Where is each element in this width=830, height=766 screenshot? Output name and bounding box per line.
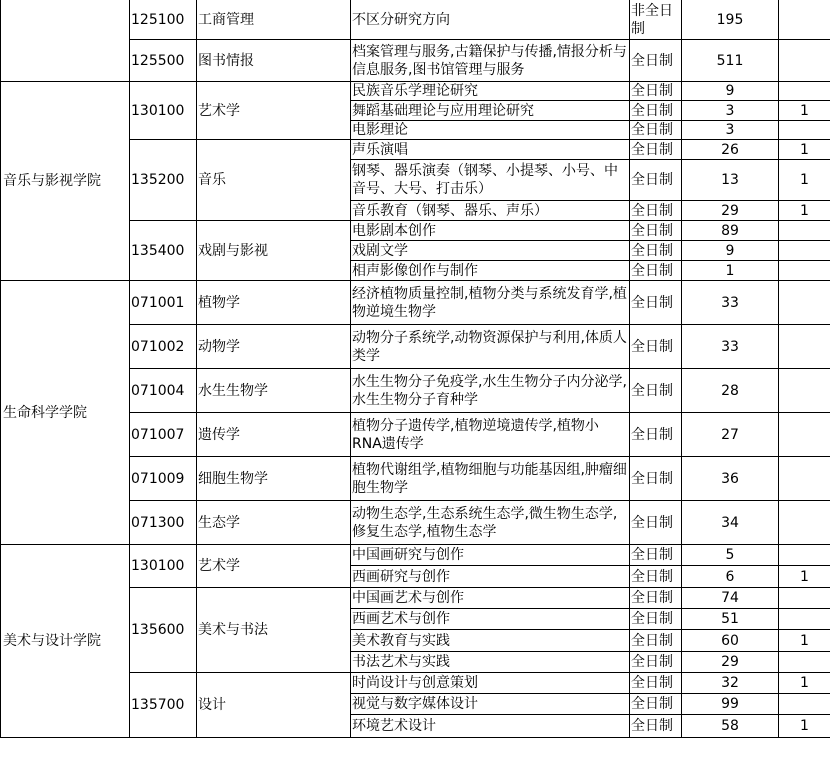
college-cell [1, 0, 130, 82]
quota-cell: 9 [682, 82, 779, 101]
direction-cell: 环境艺术设计 [351, 715, 630, 738]
study-mode-cell: 全日制 [630, 221, 682, 241]
major-cell: 植物学 [197, 281, 351, 325]
study-mode-cell: 全日制 [630, 82, 682, 101]
direction-cell: 舞蹈基础理论与应用理论研究 [351, 101, 630, 121]
study-mode-cell: 全日制 [630, 609, 682, 630]
study-mode-cell: 全日制 [630, 673, 682, 694]
direction-cell: 西画艺术与创作 [351, 609, 630, 630]
extra-quota-cell [779, 545, 830, 566]
quota-cell: 28 [682, 369, 779, 413]
extra-quota-cell: 1 [779, 630, 830, 652]
direction-cell: 声乐演唱 [351, 140, 630, 160]
extra-quota-cell: 1 [779, 140, 830, 160]
table-row [1, 281, 830, 325]
direction-cell: 中国画艺术与创作 [351, 588, 630, 609]
direction-cell: 经济植物质量控制,植物分类与系统发育学,植物逆境生物学 [351, 281, 630, 325]
major-cell: 艺术学 [197, 82, 351, 140]
extra-quota-cell: 1 [779, 715, 830, 738]
major-cell: 图书情报 [197, 40, 351, 82]
extra-quota-cell: 1 [779, 201, 830, 221]
quota-cell: 26 [682, 140, 779, 160]
study-mode-cell: 全日制 [630, 121, 682, 140]
study-mode-cell: 全日制 [630, 325, 682, 369]
extra-quota-cell [779, 121, 830, 140]
extra-quota-cell [779, 40, 830, 82]
study-mode-cell: 全日制 [630, 40, 682, 82]
study-mode-cell: 全日制 [630, 652, 682, 673]
direction-cell: 动物生态学,生态系统生态学,微生物生态学,修复生态学,植物生态学 [351, 501, 630, 545]
study-mode-cell: 全日制 [630, 261, 682, 281]
quota-cell: 3 [682, 121, 779, 140]
quota-cell: 511 [682, 40, 779, 82]
code-cell: 071300 [130, 501, 197, 545]
study-mode-cell: 全日制 [630, 588, 682, 609]
major-cell: 美术与书法 [197, 588, 351, 673]
quota-cell: 51 [682, 609, 779, 630]
code-cell: 071009 [130, 457, 197, 501]
direction-cell: 电影理论 [351, 121, 630, 140]
study-mode-cell: 全日制 [630, 715, 682, 738]
quota-cell: 60 [682, 630, 779, 652]
direction-cell: 民族音乐学理论研究 [351, 82, 630, 101]
extra-quota-cell [779, 501, 830, 545]
code-cell: 071004 [130, 369, 197, 413]
major-cell: 水生生物学 [197, 369, 351, 413]
extra-quota-cell [779, 694, 830, 715]
table-row [1, 0, 830, 40]
quota-cell: 29 [682, 201, 779, 221]
code-cell: 125500 [130, 40, 197, 82]
study-mode-cell: 全日制 [630, 566, 682, 588]
study-mode-cell: 全日制 [630, 457, 682, 501]
direction-cell: 档案管理与服务,古籍保护与传播,情报分析与信息服务,图书馆管理与服务 [351, 40, 630, 82]
study-mode-cell: 全日制 [630, 241, 682, 261]
extra-quota-cell [779, 221, 830, 241]
quota-cell: 33 [682, 281, 779, 325]
study-mode-cell: 全日制 [630, 140, 682, 160]
direction-cell: 植物分子遗传学,植物逆境遗传学,植物小RNA遗传学 [351, 413, 630, 457]
direction-cell: 植物代谢组学,植物细胞与功能基因组,肿瘤细胞生物学 [351, 457, 630, 501]
major-cell: 遗传学 [197, 413, 351, 457]
major-cell: 动物学 [197, 325, 351, 369]
major-cell: 戏剧与影视 [197, 221, 351, 281]
college-cell: 音乐与影视学院 [1, 82, 130, 281]
college-cell: 生命科学学院 [1, 281, 130, 545]
quota-cell: 29 [682, 652, 779, 673]
direction-cell: 戏剧文学 [351, 241, 630, 261]
code-cell: 135400 [130, 221, 197, 281]
extra-quota-cell [779, 281, 830, 325]
extra-quota-cell [779, 588, 830, 609]
quota-cell: 34 [682, 501, 779, 545]
direction-cell: 动物分子系统学,动物资源保护与利用,体质人类学 [351, 325, 630, 369]
direction-cell: 视觉与数字媒体设计 [351, 694, 630, 715]
quota-cell: 3 [682, 101, 779, 121]
quota-cell: 89 [682, 221, 779, 241]
direction-cell: 西画研究与创作 [351, 566, 630, 588]
extra-quota-cell [779, 609, 830, 630]
table-row [1, 545, 830, 566]
study-mode-cell: 全日制 [630, 501, 682, 545]
study-mode-cell: 全日制 [630, 413, 682, 457]
extra-quota-cell [779, 457, 830, 501]
direction-cell: 水生生物分子免疫学,水生生物分子内分泌学,水生生物分子育种学 [351, 369, 630, 413]
direction-cell: 电影剧本创作 [351, 221, 630, 241]
study-mode-cell: 非全日制 [630, 0, 682, 40]
quota-cell: 58 [682, 715, 779, 738]
direction-cell: 时尚设计与创意策划 [351, 673, 630, 694]
quota-cell: 36 [682, 457, 779, 501]
code-cell: 130100 [130, 545, 197, 588]
direction-cell: 相声影像创作与制作 [351, 261, 630, 281]
study-mode-cell: 全日制 [630, 694, 682, 715]
study-mode-cell: 全日制 [630, 101, 682, 121]
study-mode-cell: 全日制 [630, 630, 682, 652]
quota-cell: 32 [682, 673, 779, 694]
code-cell: 125100 [130, 0, 197, 40]
study-mode-cell: 全日制 [630, 545, 682, 566]
extra-quota-cell: 1 [779, 673, 830, 694]
code-cell: 071002 [130, 325, 197, 369]
direction-cell: 钢琴、器乐演奏（钢琴、小提琴、小号、中音号、大号、打击乐） [351, 160, 630, 201]
quota-cell: 9 [682, 241, 779, 261]
extra-quota-cell [779, 82, 830, 101]
quota-cell: 1 [682, 261, 779, 281]
code-cell: 135600 [130, 588, 197, 673]
extra-quota-cell: 1 [779, 566, 830, 588]
extra-quota-cell [779, 0, 830, 40]
extra-quota-cell [779, 413, 830, 457]
major-cell: 工商管理 [197, 0, 351, 40]
direction-cell: 音乐教育（钢琴、器乐、声乐） [351, 201, 630, 221]
major-cell: 艺术学 [197, 545, 351, 588]
direction-cell: 美术教育与实践 [351, 630, 630, 652]
major-cell: 细胞生物学 [197, 457, 351, 501]
extra-quota-cell: 1 [779, 101, 830, 121]
study-mode-cell: 全日制 [630, 160, 682, 201]
code-cell: 130100 [130, 82, 197, 140]
extra-quota-cell [779, 325, 830, 369]
extra-quota-cell: 1 [779, 160, 830, 201]
direction-cell: 书法艺术与实践 [351, 652, 630, 673]
extra-quota-cell [779, 261, 830, 281]
code-cell: 135200 [130, 140, 197, 221]
college-cell: 美术与设计学院 [1, 545, 130, 738]
direction-cell: 不区分研究方向 [351, 0, 630, 40]
major-cell: 设计 [197, 673, 351, 738]
direction-cell: 中国画研究与创作 [351, 545, 630, 566]
extra-quota-cell [779, 241, 830, 261]
study-mode-cell: 全日制 [630, 369, 682, 413]
code-cell: 071007 [130, 413, 197, 457]
quota-cell: 13 [682, 160, 779, 201]
quota-cell: 195 [682, 0, 779, 40]
code-cell: 071001 [130, 281, 197, 325]
quota-cell: 6 [682, 566, 779, 588]
quota-cell: 33 [682, 325, 779, 369]
extra-quota-cell [779, 369, 830, 413]
study-mode-cell: 全日制 [630, 281, 682, 325]
quota-cell: 27 [682, 413, 779, 457]
extra-quota-cell [779, 652, 830, 673]
major-cell: 生态学 [197, 501, 351, 545]
study-mode-cell: 全日制 [630, 201, 682, 221]
code-cell: 135700 [130, 673, 197, 738]
major-cell: 音乐 [197, 140, 351, 221]
quota-cell: 99 [682, 694, 779, 715]
table-row [1, 82, 830, 101]
quota-cell: 74 [682, 588, 779, 609]
quota-cell: 5 [682, 545, 779, 566]
